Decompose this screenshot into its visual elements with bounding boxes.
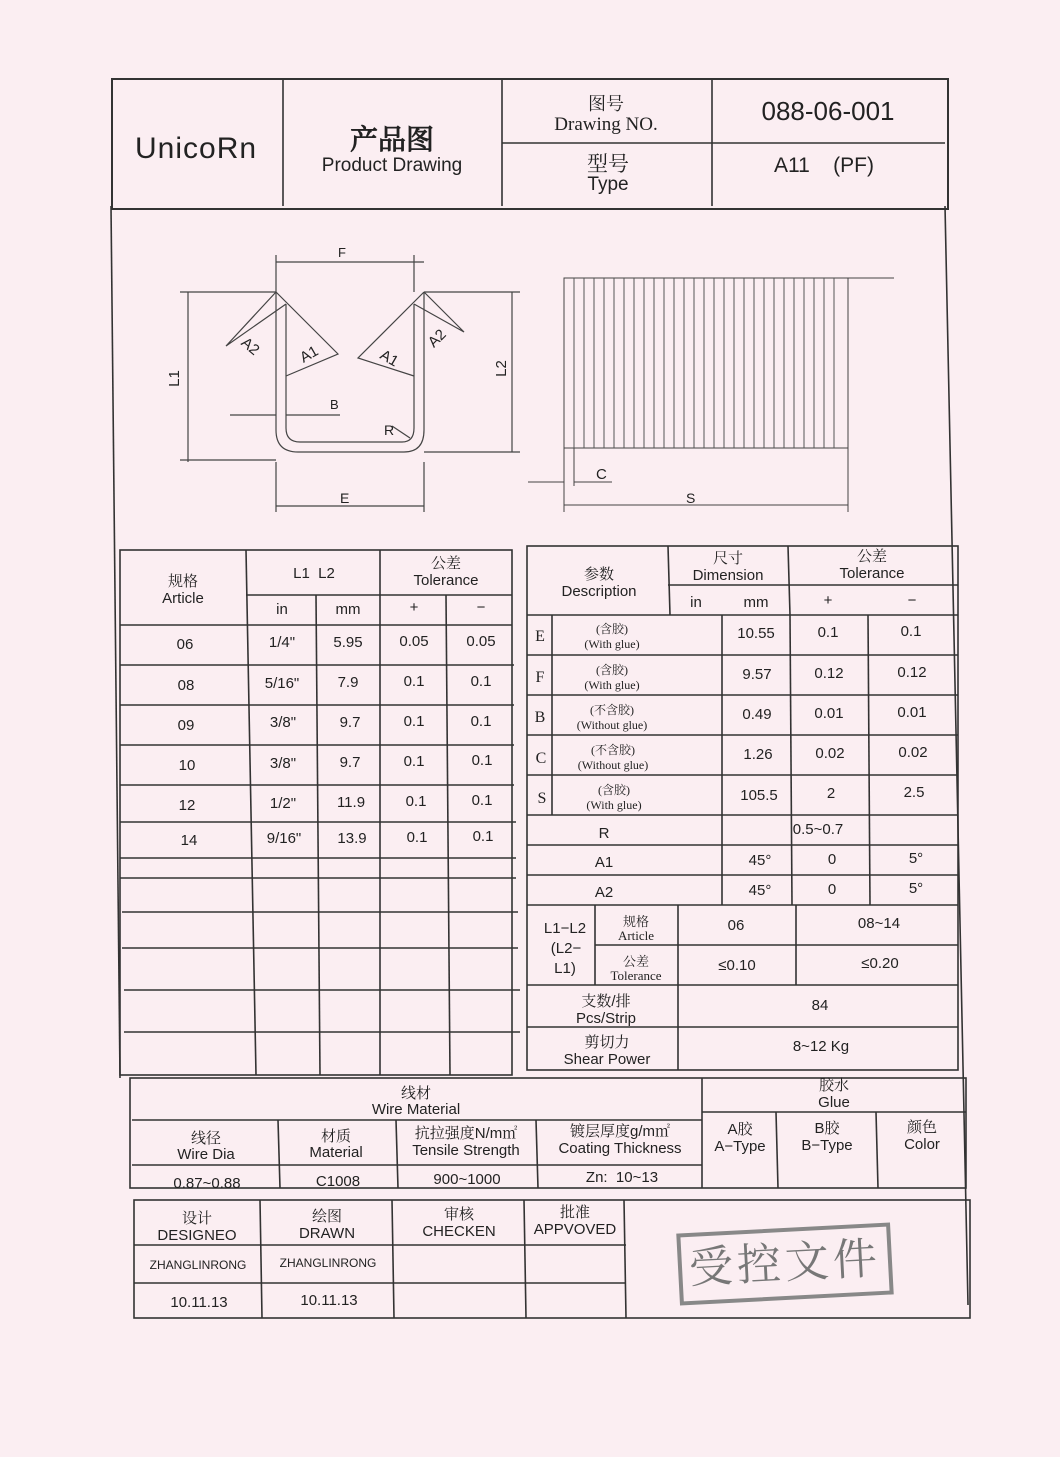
- lt-row-plus: 0.1: [405, 793, 427, 810]
- type-value: A11 (PF): [774, 154, 874, 177]
- lt-row-article: 14: [180, 832, 198, 849]
- rt-shear-value: 8~12 Kg: [792, 1038, 850, 1055]
- dim-label-a2-right: A2: [424, 325, 450, 352]
- rt-r-value: 0.5~0.7: [792, 821, 844, 838]
- rt-tolerance-06: ≤0.10: [718, 957, 756, 974]
- wire-ts-en: Tensile Strength: [412, 1142, 520, 1159]
- rt-row-desc-cn: (不含胶): [590, 703, 634, 717]
- wire-ct-cn: 镀层厚度g/m㎡: [569, 1123, 671, 1140]
- stamp-text: 受控文件: [687, 1233, 883, 1294]
- rt-a1-plus: 0: [827, 851, 837, 868]
- rt-l1l2-label: (L2−: [550, 940, 582, 957]
- lt-row-minus: 0.1: [470, 713, 492, 730]
- rt-row-desc-cn: (不含胶): [591, 743, 635, 757]
- rt-l1l2-label: L1): [554, 960, 576, 977]
- rt-description-en: Description: [561, 583, 637, 600]
- checked-label-en: CHECKEN: [422, 1223, 496, 1240]
- rt-tolerance-08-14: ≤0.20: [861, 955, 899, 972]
- dim-label-l2: L2: [492, 360, 510, 377]
- dim-label-a2-left: A2: [237, 334, 263, 359]
- glue-color-en: Color: [904, 1136, 940, 1153]
- rt-a2-mm: 45°: [748, 882, 772, 899]
- lt-article-cn: 规格: [167, 573, 199, 590]
- lt-row-mm: 5.95: [333, 634, 363, 651]
- approved-label-en: APPVOVED: [533, 1221, 617, 1238]
- wire-ts-value: 900~1000: [433, 1171, 501, 1188]
- designed-label-cn: 设计: [181, 1210, 213, 1227]
- company-logo: UnicoRn: [135, 132, 258, 165]
- lt-row-article: 12: [178, 797, 196, 814]
- lt-row-article: 09: [177, 717, 195, 734]
- rt-pcs-value: 84: [811, 997, 829, 1014]
- dim-label-l1: L1: [165, 370, 183, 387]
- staple-strip-view: [528, 278, 894, 512]
- rt-shear-en: Shear Power: [563, 1051, 651, 1068]
- rt-row-letter: S: [537, 790, 547, 807]
- wire-ct-value: Zn: 10~13: [585, 1169, 659, 1186]
- lt-l1l2-header: L1 L2: [293, 565, 335, 582]
- dim-label-r: R: [384, 422, 395, 438]
- rt-row-desc-en: (With glue): [586, 798, 642, 812]
- drawn-date: 10.11.13: [300, 1292, 358, 1309]
- dim-label-f: F: [338, 245, 346, 260]
- rt-tolerance-en: Tolerance: [839, 565, 905, 582]
- dim-label-b: B: [330, 397, 339, 412]
- rt-row-mm: 105.5: [740, 787, 778, 804]
- lt-row-mm: 7.9: [337, 674, 359, 691]
- dim-label-e: E: [340, 490, 350, 506]
- glue-a-en: A−Type: [714, 1138, 766, 1155]
- rt-row-plus: 0.12: [814, 665, 844, 682]
- type-label-en: Type: [587, 174, 629, 195]
- rt-row-minus: 0.12: [897, 664, 927, 681]
- wire-mat-en: Material: [309, 1144, 363, 1161]
- page-title-cn: 产品图: [349, 123, 435, 156]
- glue-b-en: B−Type: [801, 1137, 853, 1154]
- rt-a1-minus: 5°: [908, 850, 924, 867]
- wire-ct-en: Coating Thickness: [558, 1140, 682, 1157]
- rt-l1l2-label: L1−L2: [543, 920, 587, 937]
- rt-dimension-en: Dimension: [692, 567, 764, 584]
- rt-a1-label: A1: [594, 854, 614, 871]
- rt-plus-header: +: [823, 592, 833, 609]
- lt-row-mm: 11.9: [336, 794, 366, 811]
- designed-label-en: DESIGNEO: [157, 1227, 237, 1244]
- dim-label-a1-right: A1: [376, 346, 402, 371]
- design-date: 10.11.13: [170, 1294, 228, 1311]
- lt-row-article: 06: [176, 636, 194, 653]
- wire-title-cn: 线材: [400, 1085, 432, 1102]
- rt-tolerance-cn: 公差: [856, 548, 888, 565]
- rt-in-header: in: [690, 594, 702, 611]
- checked-label-cn: 审核: [443, 1206, 475, 1223]
- lt-row-minus: 0.1: [472, 828, 494, 845]
- rt-tolerance-en-2: Tolerance: [610, 968, 662, 983]
- rt-row-minus: 2.5: [903, 784, 925, 801]
- wire-dia-en: Wire Dia: [177, 1146, 235, 1163]
- rt-a2-plus: 0: [827, 881, 837, 898]
- rt-row-desc-cn: (含胶): [596, 622, 628, 636]
- wire-title-en: Wire Material: [371, 1101, 461, 1118]
- rt-row-plus: 0.1: [817, 624, 839, 641]
- lt-row-mm: 13.9: [337, 830, 367, 847]
- rt-row-mm: 0.49: [742, 706, 772, 723]
- lt-row-plus: 0.1: [406, 829, 428, 846]
- rt-pcs-en: Pcs/Strip: [575, 1010, 637, 1027]
- rt-row-mm: 10.55: [737, 625, 775, 642]
- rt-row-plus: 2: [826, 785, 836, 802]
- glue-title-cn: 胶水: [818, 1077, 850, 1094]
- rt-a2-minus: 5°: [908, 880, 924, 897]
- glue-title-en: Glue: [818, 1094, 850, 1111]
- rt-row-desc-cn: (含胶): [598, 783, 630, 797]
- rt-row-letter: B: [534, 709, 546, 726]
- strip-stripes: [574, 278, 834, 448]
- lt-mm-header: mm: [335, 601, 361, 618]
- lt-row-in: 3/8": [269, 714, 297, 731]
- lt-row-article: 10: [178, 757, 196, 774]
- rt-row-letter: C: [535, 750, 547, 767]
- lt-row-minus: 0.05: [466, 633, 496, 650]
- rt-row-minus: 0.01: [897, 704, 927, 721]
- drawing-number: 088-06-001: [761, 96, 895, 126]
- wire-dia-value: 0.87~0.88: [173, 1175, 241, 1192]
- drawn-label-cn: 绘图: [311, 1208, 343, 1225]
- lt-plus-header: +: [409, 599, 419, 616]
- lt-row-in: 5/16": [264, 675, 300, 692]
- rt-description-cn: 参数: [583, 566, 615, 583]
- drawing-no-label-cn: 图号: [588, 94, 624, 114]
- page-title-en: Product Drawing: [321, 155, 463, 176]
- lt-row-in: 3/8": [269, 755, 297, 772]
- lt-row-article: 08: [177, 677, 195, 694]
- glue-a-cn: A胶: [727, 1121, 753, 1138]
- staple-front-view: [180, 255, 520, 512]
- glue-color-cn: 颜色: [906, 1119, 938, 1136]
- rt-row-letter: F: [535, 669, 545, 686]
- wire-mat-cn: 材质: [320, 1128, 352, 1145]
- rt-row-plus: 0.02: [815, 745, 845, 762]
- type-label-cn: 型号: [587, 153, 629, 176]
- rt-dimension-cn: 尺寸: [712, 550, 744, 567]
- lt-row-minus: 0.1: [470, 673, 492, 690]
- lt-row-mm: 9.7: [339, 754, 361, 771]
- drawn-label-en: DRAWN: [298, 1225, 356, 1242]
- wire-dia-cn: 线径: [190, 1130, 222, 1147]
- rt-shear-cn: 剪切力: [584, 1034, 630, 1051]
- rt-row-minus: 0.1: [900, 623, 922, 640]
- rt-row-desc-en: (Without glue): [577, 758, 649, 772]
- designer-name: ZHANGLINRONG: [149, 1258, 247, 1272]
- rt-article-08-14: 08~14: [857, 915, 901, 932]
- lt-row-plus: 0.1: [403, 713, 425, 730]
- lt-row-mm: 9.7: [339, 714, 361, 731]
- controlled-document-stamp: [676, 1222, 893, 1305]
- lt-tolerance-en: Tolerance: [413, 572, 479, 589]
- rt-row-desc-en: (With glue): [584, 678, 640, 692]
- glue-b-cn: B胶: [814, 1120, 840, 1137]
- rt-row-desc-en: (Without glue): [576, 718, 648, 732]
- rt-article-06: 06: [727, 917, 745, 934]
- drawing-no-label-en: Drawing NO.: [554, 114, 658, 135]
- approved-label-cn: 批准: [559, 1204, 591, 1221]
- rt-row-mm: 9.57: [742, 666, 772, 683]
- rt-r-label: R: [598, 825, 610, 842]
- lt-minus-header: −: [476, 599, 486, 616]
- lt-row-plus: 0.05: [399, 633, 429, 650]
- rt-minus-header: −: [907, 592, 917, 609]
- dim-label-a1-left: A1: [296, 342, 322, 367]
- rt-row-plus: 0.01: [814, 705, 844, 722]
- rt-tolerance-cn-2: 公差: [622, 954, 650, 969]
- rt-row-minus: 0.02: [898, 744, 928, 761]
- lt-tolerance-cn: 公差: [430, 555, 462, 572]
- rt-article-cn: 规格: [622, 914, 650, 929]
- rt-row-mm: 1.26: [743, 746, 773, 763]
- dim-label-s: S: [686, 490, 696, 506]
- wire-ts-cn: 抗拉强度N/m㎡: [414, 1125, 518, 1142]
- lt-row-plus: 0.1: [403, 673, 425, 690]
- rt-mm-header: mm: [743, 594, 769, 611]
- lt-article-en: Article: [162, 590, 204, 607]
- rt-pcs-cn: 支数/排: [581, 993, 631, 1010]
- dim-label-c: C: [596, 466, 607, 483]
- lt-row-plus: 0.1: [403, 753, 425, 770]
- rt-row-letter: E: [535, 628, 545, 645]
- wire-mat-value: C1008: [315, 1173, 361, 1190]
- rt-article-en: Article: [617, 928, 655, 943]
- drawer-name: ZHANGLINRONG: [279, 1256, 377, 1270]
- rt-a1-mm: 45°: [748, 852, 772, 869]
- lt-row-in: 1/2": [269, 795, 297, 812]
- lt-row-in: 9/16": [266, 830, 302, 847]
- rt-a2-label: A2: [594, 884, 614, 901]
- lt-row-minus: 0.1: [471, 752, 493, 769]
- rt-row-desc-cn: (含胶): [596, 663, 628, 677]
- lt-row-minus: 0.1: [471, 792, 493, 809]
- lt-in-header: in: [276, 601, 288, 618]
- lt-row-in: 1/4": [268, 634, 296, 651]
- rt-row-desc-en: (With glue): [584, 637, 640, 651]
